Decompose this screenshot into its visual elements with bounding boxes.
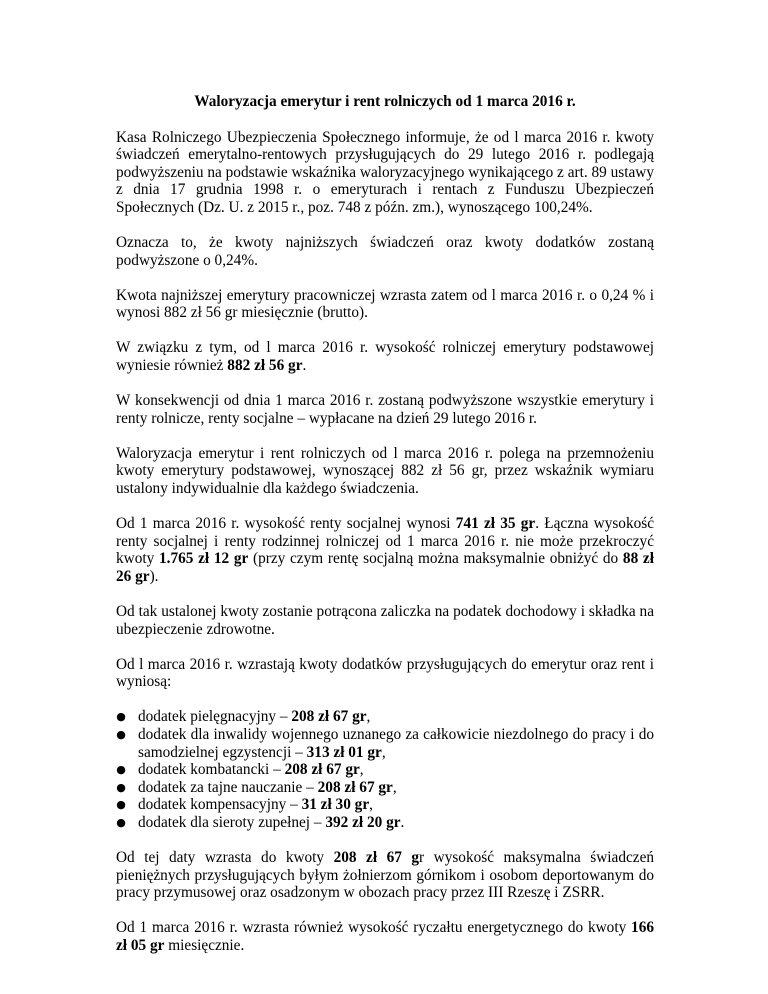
bullet-icon: ● — [116, 815, 126, 829]
list-item-text: dodatek za tajne nauczanie – — [138, 778, 318, 796]
list-item — [116, 761, 654, 779]
list-item-amount: 313 zł 01 gr — [306, 743, 382, 761]
list-item-amount: 208 zł 67 gr — [291, 708, 367, 726]
paragraph-social-pension — [116, 515, 654, 585]
paragraph-energy-allowance — [116, 919, 654, 954]
list-item-text: dodatek kombatancki – — [138, 761, 285, 779]
list-item-text: dodatek kompensacyjny – — [138, 796, 302, 814]
paragraph-announcement: Kasa Rolniczego Ubezpieczenia Społecznego informuje, że od l marca 2016 r. kwoty świadczeń emerytalno-rentowych przysługujących do 29 lutego 2016 r. podlegają podwyższeniu na podstawie wskaźnika waloryzacyjnego wynikającego z art. 89 ustawy z dnia 17 grudnia 1998 r. o emeryturach i rentach z Funduszu Ubezpieczeń Społecznych (Dz. U. z 2015 r., poz. 748 z późn. zm.), wynoszącego 100,24%. — [116, 128, 654, 216]
list-item-end: , — [392, 778, 397, 796]
paragraph-minimum-pension: Kwota najniższej emerytury pracowniczej wzrasta zatem od l marca 2016 r. o 0,24 % i wynosi 882 zł 56 gr miesięcznie (brutto). — [116, 286, 654, 322]
social-pension-text-3: (przy czym rentę socjalną można maksymalnie obniżyć do — [248, 550, 623, 568]
list-item-amount: 31 zł 30 gr — [301, 796, 370, 814]
paragraph-basic-pension — [116, 339, 654, 374]
energy-allowance-text-1: Od 1 marca 2016 r. wzrasta również wysokość ryczałtu energetycznego do kwoty — [116, 919, 632, 937]
paragraph-allowances-intro: Od l marca 2016 r. wzrastają kwoty dodatków przysługujących do emerytur oraz rent i wyniosą: — [116, 655, 654, 691]
list-item-end: , — [381, 743, 386, 761]
combined-pension-limit: 1.765 zł 12 gr — [158, 550, 249, 568]
social-pension-text-2: . Łączna wysokość renty socjalnej i renty rodzinnej rolniczej od 1 marca 2016 r. nie może przekroczyć kwoty — [116, 515, 654, 568]
paragraph-valorization-method: Waloryzacja emerytur i rent rolniczych od l marca 2016 r. polega na przemnożeniu kwoty emerytury podstawowej, wynoszącej 882 zł 56 gr, przez wskaźnik wymiaru ustalony indywidualnie dla każdego świadczenia. — [116, 444, 654, 497]
list-item-text: dodatek dla sieroty zupełnej – — [138, 813, 326, 831]
bullet-icon: ● — [116, 798, 126, 812]
energy-allowance-amount: 166 zł 05 gr — [116, 919, 654, 954]
max-benefits-text-1: Od tej daty wzrasta do kwoty — [116, 849, 334, 866]
list-item-amount: 208 zł 67 gr — [317, 778, 393, 796]
list-item — [116, 796, 654, 814]
bullet-icon: ● — [116, 780, 126, 794]
paragraph-meaning: Oznacza to, że kwoty najniższych świadczeń oraz kwoty dodatków zostaną podwyższone o 0,24%. — [116, 234, 654, 269]
allowances-list — [116, 708, 654, 831]
social-pension-minimum: 88 zł 26 gr — [116, 550, 654, 585]
list-item-text: dodatek pielęgnacyjny – — [138, 708, 292, 726]
paragraph-max-benefits — [116, 849, 654, 902]
max-benefits-amount: 208 zł 67 g — [333, 849, 420, 866]
basic-pension-text: W związku z tym, od l marca 2016 r. wysokość rolniczej emerytury podstawowej wyniesie również — [116, 339, 654, 375]
bullet-icon: ● — [116, 727, 126, 741]
max-benefits-text-2: r wysokość maksymalna świadczeń pieniężnych przysługujących byłym żołnierzom górnikom i osobom deportowanym do pracy przymusowej oraz osadzonym w obozach pracy przez III Rzeszę i ZSRR. — [116, 849, 655, 902]
social-pension-text-1: Od 1 marca 2016 r. wysokość renty socjalnej wynosi — [116, 515, 456, 533]
list-item-end: . — [400, 813, 405, 831]
social-pension-text-4: ). — [149, 567, 159, 585]
list-item-end: , — [359, 761, 364, 779]
list-item — [116, 813, 654, 832]
paragraph-consequence: W konsekwencji od dnia 1 marca 2016 r. zostaną podwyższone wszystkie emerytury i renty rolnicze, renty socjalne – wypłacane na dzień 29 lutego 2016 r. — [116, 392, 654, 427]
list-item-end: , — [369, 796, 373, 814]
list-item-amount: 392 zł 20 gr — [325, 813, 401, 831]
document-title: Waloryzacja emerytur i rent rolniczych od 1 marca 2016 r. — [194, 93, 576, 110]
social-pension-amount: 741 zł 35 gr — [455, 515, 536, 533]
list-item — [116, 725, 654, 761]
energy-allowance-text-2: miesięcznie. — [164, 936, 245, 954]
list-item — [116, 708, 654, 726]
list-item-amount: 208 zł 67 gr — [284, 761, 360, 779]
list-item-end: , — [366, 708, 371, 726]
basic-pension-end: . — [302, 357, 307, 375]
list-item-text: dodatek dla inwalidy wojennego uznanego za całkowicie niezdolnego do pracy i do samodzielnej egzystencji – — [138, 725, 654, 761]
bullet-icon: ● — [116, 710, 126, 724]
basic-pension-amount: 882 zł 56 gr — [227, 357, 303, 375]
document-body — [116, 93, 654, 972]
paragraph-tax-deduction: Od tak ustalonej kwoty zostanie potrącona zaliczka na podatek dochodowy i składka na ubezpieczenie zdrowotne. — [116, 602, 654, 638]
list-item — [116, 778, 654, 797]
bullet-icon: ● — [116, 763, 126, 777]
